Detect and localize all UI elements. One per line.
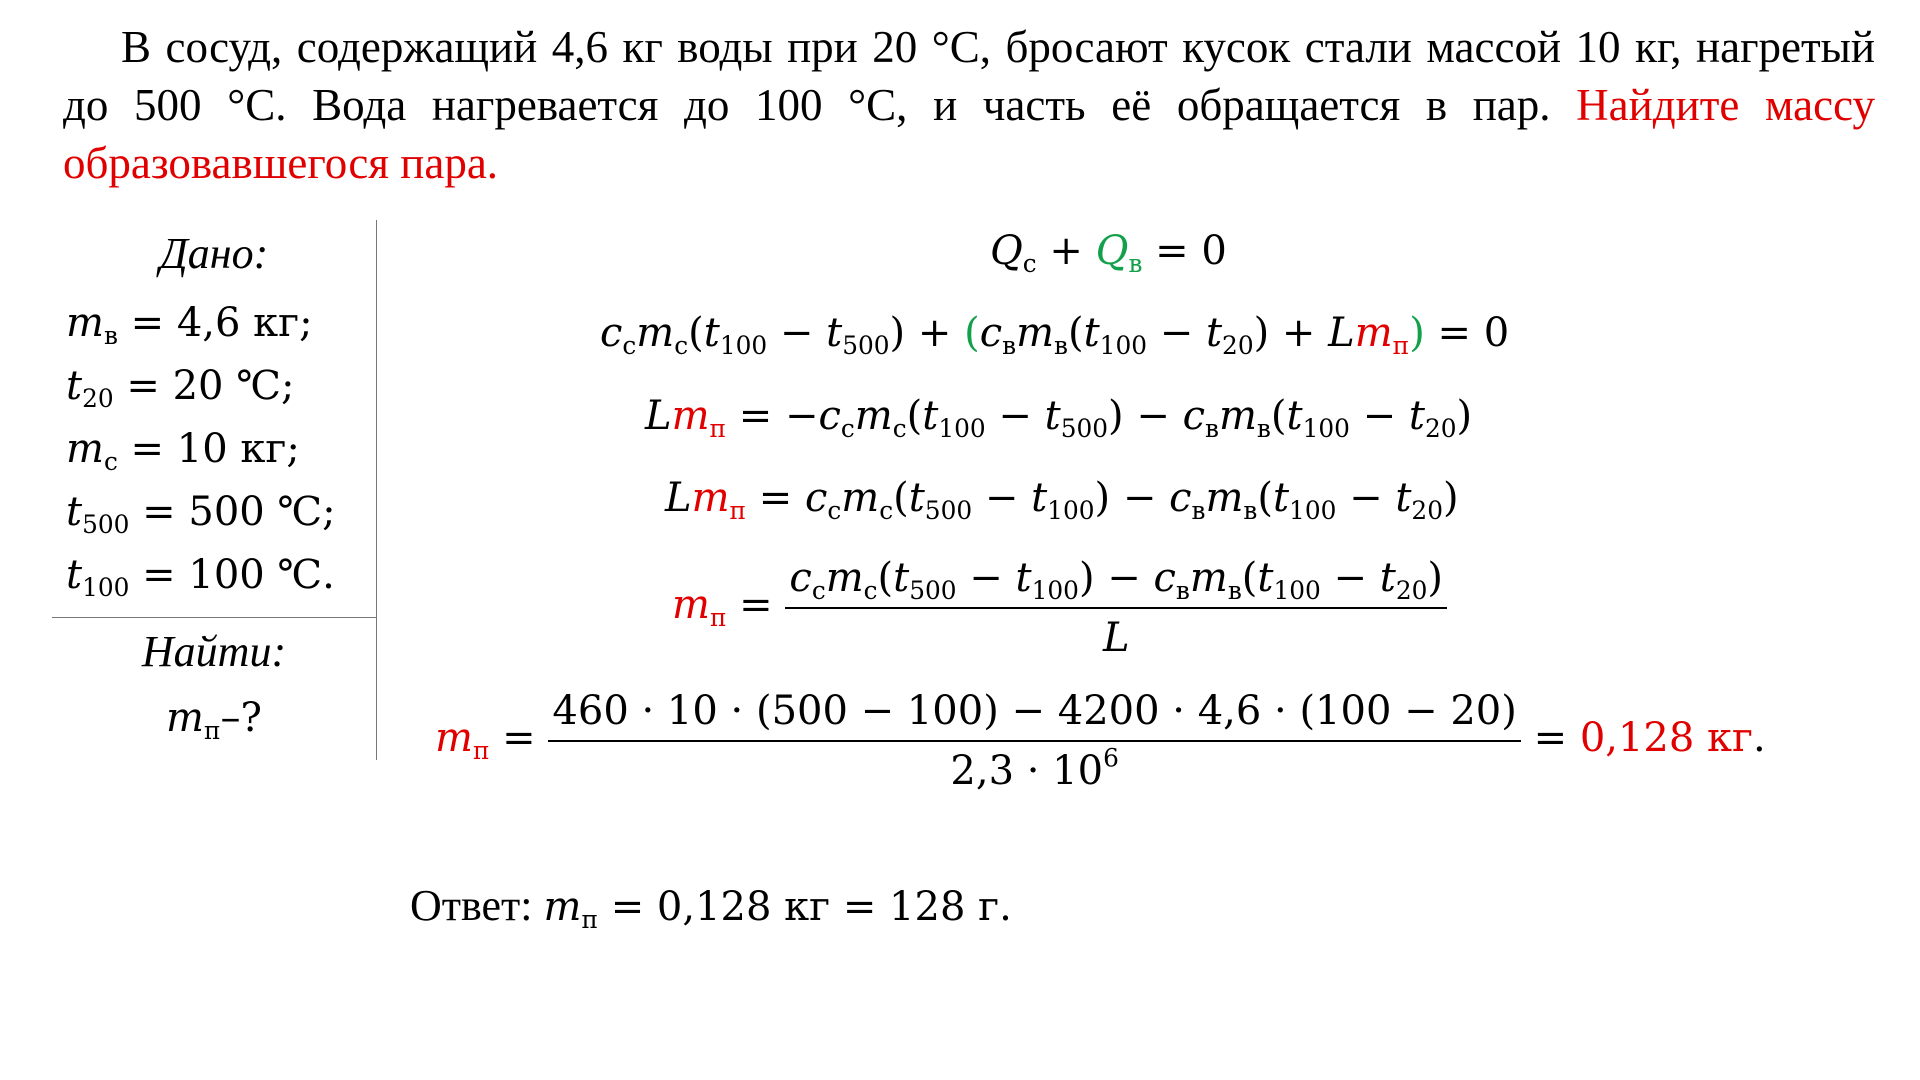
given-row-temp-20: $t_{20} = 20$ ℃;	[66, 363, 295, 413]
given-row-temp-100: $t_{100} = 100$ ℃.	[66, 552, 335, 602]
answer-value: = 0,128 кг = 128 г.	[597, 884, 1012, 930]
find-unknown: $m_п-$?	[166, 695, 262, 745]
equation-solve-step1: $Lm_п = -c_сm_с(t_{100} - t_{500}) - c_вm_в(t_{100} - t_{20})$	[645, 393, 1473, 443]
equation-solve-step2: $Lm_п = c_сm_с(t_{500} - t_{100}) - c_вm_в(t_{100} - t_{20})$	[665, 475, 1459, 525]
given-row-mass-water: $m_в = 4,6$ кг;	[66, 300, 313, 350]
given-divider-vertical	[376, 220, 377, 760]
answer-label: Ответ:	[410, 881, 544, 930]
numeric-denominator: $2,3 \cdot 10^6$	[950, 743, 1119, 794]
given-row-temp-500: $t_{500} = 500$ ℃;	[66, 489, 336, 539]
equation-numeric-fraction: $m_п$ = $\frac{460 \cdot 10 \cdot (500 - 100) - 4200 \cdot 4,6 \cdot (100 - 20)}{2,3 \cdot 10^6}$ = 0,128 кг.	[435, 688, 1766, 794]
equation-symbolic-fraction: $m_п$ = $\frac{c_сm_с(t_{500} - t_{100}) - c_вm_в(t_{100} - t_{20})}{L}$	[672, 555, 1447, 661]
problem-question: Найдите массу образовавшегося пара.	[63, 80, 1875, 188]
find-title: Найти:	[141, 627, 287, 676]
answer-line: Ответ: $m_п = 0,128$ кг = 128 г.	[410, 881, 1012, 934]
numeric-numerator: 460 · 10 · (500 − 100) − 4200 · 4,6 · (100 − 20)	[548, 688, 1520, 742]
result-value: 0,128 кг	[1579, 715, 1753, 761]
given-row-mass-steel: $m_с = 10$ кг;	[66, 426, 300, 476]
problem-statement	[63, 18, 1875, 192]
given-divider-horizontal	[52, 617, 376, 618]
given-title: Дано:	[159, 229, 269, 278]
equation-heat-balance: $Q_с + Q_в = 0$	[990, 228, 1227, 278]
equation-expanded: $c_сm_с(t_{100} - t_{500}) + (c_вm_в(t_{100} - t_{20}) + Lm_п) = 0$	[600, 310, 1510, 360]
problem-text: В сосуд, содержащий 4,6 кг воды при 20 °С, бросают кусок стали массой 10 кг, нагретый до 500 °С. Вода нагревается до 100 °С, и часть её обращается в пар.	[63, 22, 1875, 130]
